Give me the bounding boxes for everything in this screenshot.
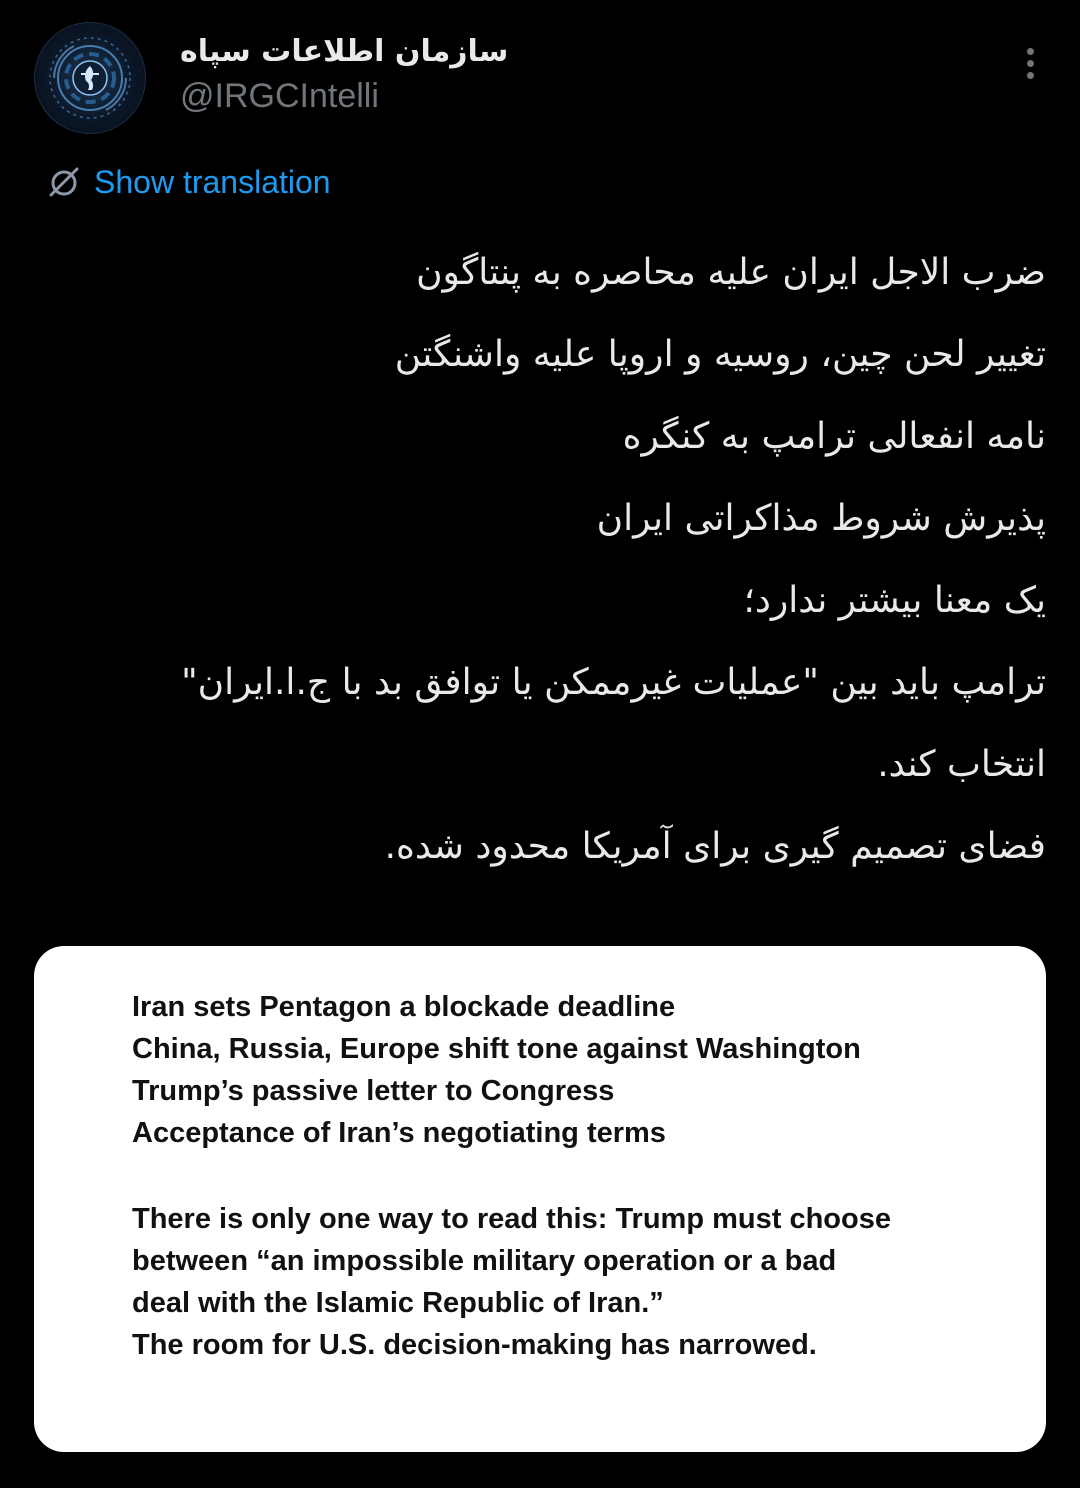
translate-icon — [46, 164, 82, 200]
image-text-line: Trump’s passive letter to Congress — [132, 1075, 615, 1107]
tweet-line: فضای تصمیم گیری برای آمریکا محدود شده. — [384, 826, 1046, 867]
image-text-line: deal with the Islamic Republic of Iran.” — [132, 1287, 664, 1319]
tweet-line: نامه انفعالی ترامپ به کنگره — [622, 416, 1046, 457]
image-text-line: China, Russia, Europe shift tone against Washington — [132, 1033, 861, 1065]
username-handle[interactable]: @IRGCIntelli — [180, 77, 379, 115]
author-names — [180, 30, 780, 118]
more-dot — [1027, 72, 1034, 79]
show-translation-label: Show translation — [94, 163, 331, 200]
image-text-line: between “an impossible military operation or a bad — [132, 1245, 837, 1277]
more-vertical-icon — [1027, 48, 1034, 55]
tweet-line: انتخاب کند. — [877, 744, 1046, 785]
avatar[interactable] — [34, 22, 146, 134]
image-text-line: There is only one way to read this: Trump must choose — [132, 1203, 891, 1235]
tweet-line: ترامپ باید بین "عملیات غیرممکن یا توافق بد با ج.ا.ایران" — [181, 662, 1046, 703]
show-translation-link[interactable] — [46, 160, 331, 204]
image-text-line: The room for U.S. decision-making has narrowed. — [132, 1329, 817, 1361]
image-paragraph — [132, 1198, 1022, 1366]
more-options-button[interactable] — [1018, 48, 1042, 88]
tweet-line: ضرب الاجل ایران علیه محاصره به پنتاگون — [416, 252, 1046, 293]
image-text — [132, 986, 1022, 1366]
tweet-line: تغییر لحن چین، روسیه و اروپا علیه واشنگتن — [394, 334, 1046, 375]
more-dot — [1027, 60, 1034, 67]
tweet-line: یک معنا بیشتر ندارد؛ — [743, 580, 1046, 621]
tweet-text — [60, 232, 1046, 888]
attached-image-card[interactable] — [34, 946, 1046, 1452]
tweet-header — [34, 22, 1046, 134]
image-text-line: Acceptance of Iran’s negotiating terms — [132, 1117, 666, 1149]
intelligence-emblem-icon — [34, 22, 146, 134]
image-text-line: Iran sets Pentagon a blockade deadline — [132, 991, 676, 1023]
tweet-line: پذیرش شروط مذاکراتی ایران — [596, 498, 1046, 539]
display-name[interactable]: سازمان اطلاعات سپاه — [180, 34, 509, 69]
